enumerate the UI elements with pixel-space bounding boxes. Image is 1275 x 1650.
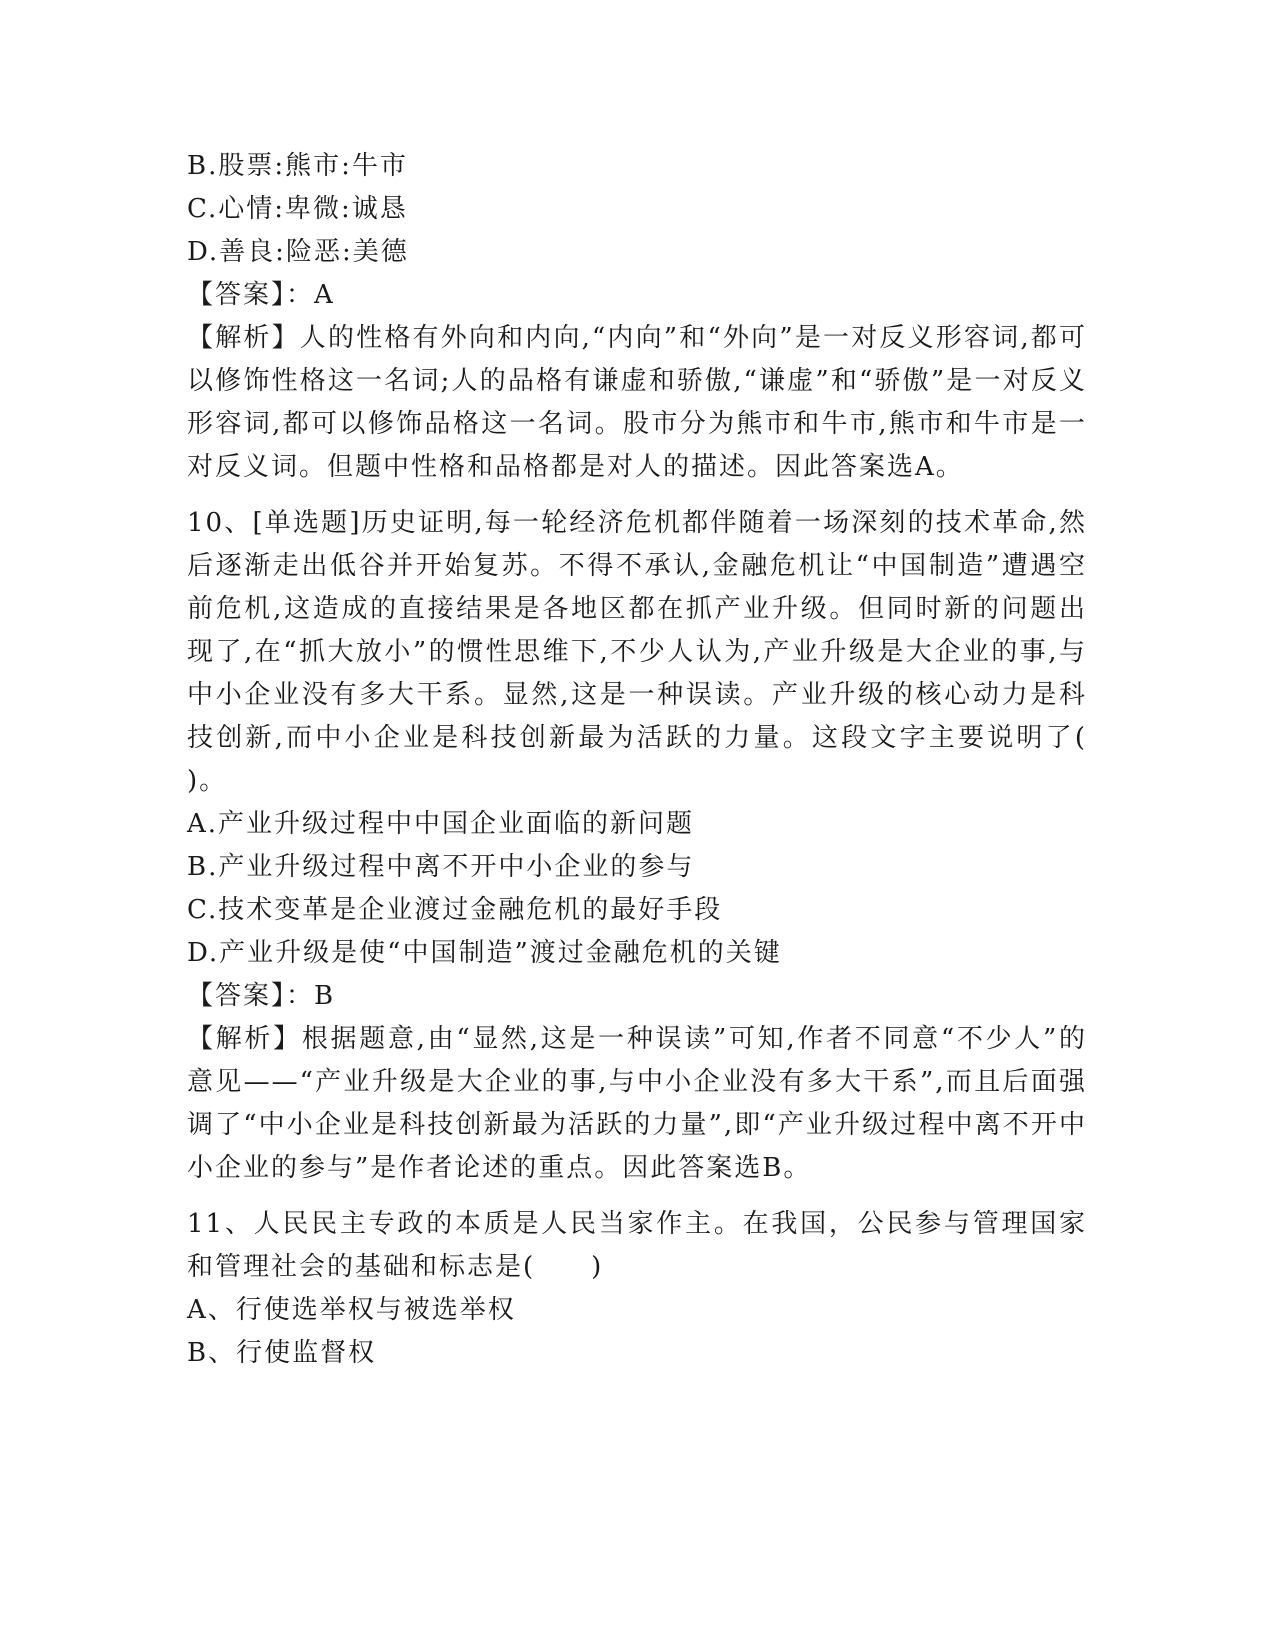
option-d: D.善良:险恶:美德 xyxy=(187,237,409,267)
option-a: A.产业升级过程中中国企业面临的新问题 xyxy=(187,809,695,839)
question-9 xyxy=(187,145,1087,489)
option-c: C.心情:卑微:诚恳 xyxy=(187,194,408,224)
question-stem: 11、人民民主专政的本质是人民当家作主。在我国，公民参与管理国家和管理社会的基础和标志是( ) xyxy=(187,1209,1087,1282)
question-11 xyxy=(187,1203,1087,1375)
question-10 xyxy=(187,502,1118,1190)
answer: 【答案】：A xyxy=(187,280,335,310)
option-a: A、行使选举权与被选举权 xyxy=(187,1295,516,1325)
option-d: D.产业升级是使“中国制造”渡过金融危机的关键 xyxy=(187,938,782,968)
analysis: 【解析】人的性格有外向和内向,“内向”和“外向”是一对反义形容词,都可以修饰性格这一名词;人的品格有谦虚和骄傲,“谦虚”和“骄傲”是一对反义形容词,都可以修饰品格这一名词。股市分为熊市和牛市,熊市和牛市是一对反义词。但题中性格和品格都是对人的描述。因此答案选A。 xyxy=(187,323,1087,482)
document-page xyxy=(187,145,1118,1375)
option-c: C.技术变革是企业渡过金融危机的最好手段 xyxy=(187,895,723,925)
option-b: B.产业升级过程中离不开中小企业的参与 xyxy=(187,852,695,882)
analysis: 【解析】根据题意,由“显然,这是一种误读”可知,作者不同意“不少人”的意见——“产业升级是大企业的事,与中小企业没有多大干系”,而且后面强调了“中小企业是科技创新最为活跃的力量”,即“产业升级过程中离不开中小企业的参与”是作者论述的重点。因此答案选B。 xyxy=(187,1024,1087,1183)
answer: 【答案】：B xyxy=(187,981,336,1011)
option-b: B、行使监督权 xyxy=(187,1338,377,1368)
option-b: B.股票:熊市:牛市 xyxy=(187,151,408,181)
question-stem: 10、[单选题]历史证明,每一轮经济危机都伴随着一场深刻的技术革命,然后逐渐走出低谷并开始复苏。不得不承认,金融危机让“中国制造”遭遇空前危机,这造成的直接结果是各地区都在抓产业升级。但同时新的问题出现了,在“抓大放小”的惯性思维下,不少人认为,产业升级是大企业的事,与中小企业没有多大干系。显然,这是一种误读。产业升级的核心动力是科技创新,而中小企业是科技创新最为活跃的力量。这段文字主要说明了( )。 xyxy=(187,508,1118,796)
